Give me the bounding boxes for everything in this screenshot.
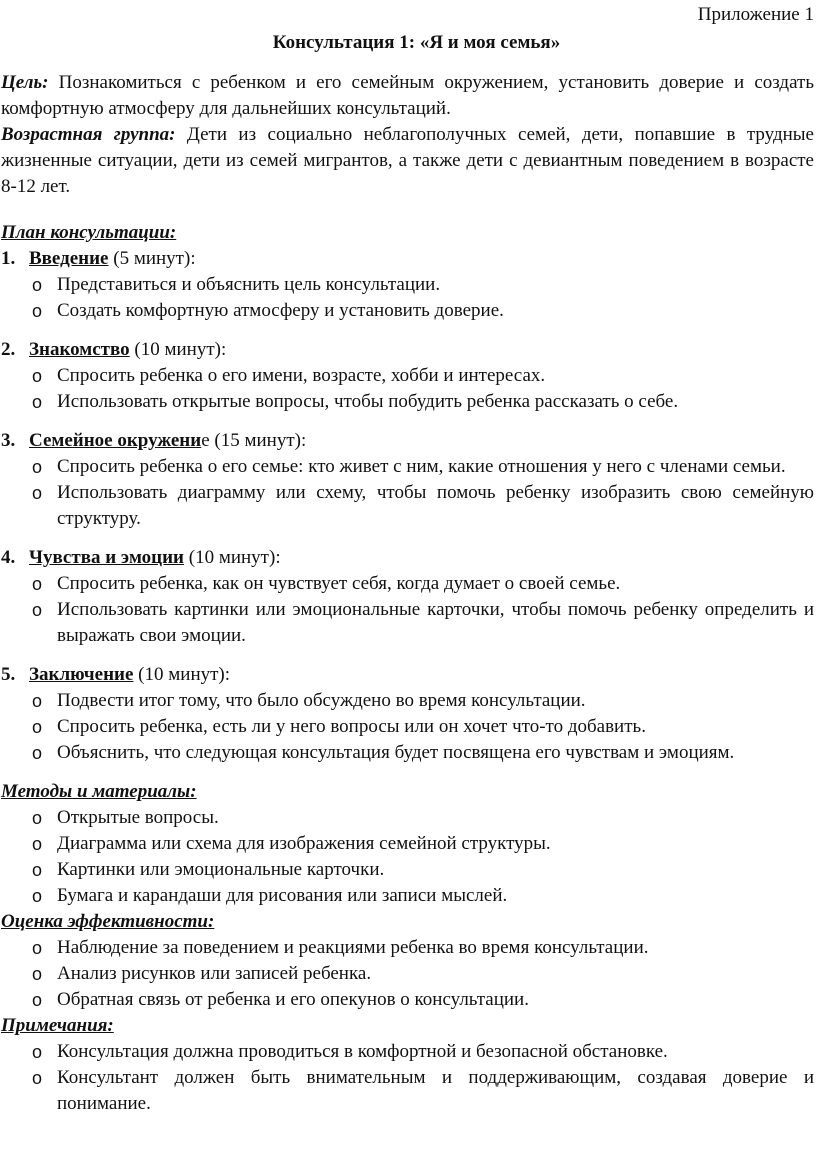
bullet-icon: o	[32, 886, 43, 906]
list-item-text: Создать комфортную атмосферу и установить доверие.	[57, 300, 504, 321]
list-item-text: Обратная связь от ребенка и его опекунов о консультации.	[57, 989, 529, 1010]
age-group-label: Возрастная группа:	[1, 124, 176, 145]
step-duration: (10 минут):	[184, 547, 281, 568]
step-title-tail: е	[201, 430, 210, 451]
methods-list	[1, 805, 814, 909]
plan-step	[1, 428, 814, 532]
list-item	[1, 1039, 814, 1065]
step-points	[1, 571, 814, 649]
list-item	[1, 272, 814, 298]
bullet-icon: o	[32, 366, 43, 386]
bullet-icon: o	[32, 834, 43, 854]
list-item-text: Наблюдение за поведением и реакциями ребенка во время консультации.	[57, 937, 649, 958]
step-number: 3.	[1, 430, 16, 451]
step-title: Заключение	[29, 664, 134, 685]
document-title: Консультация 1: «Я и моя семья»	[272, 32, 561, 53]
list-item	[1, 480, 814, 532]
list-item	[1, 883, 814, 909]
list-item	[1, 298, 814, 324]
list-item	[1, 805, 814, 831]
age-group-paragraph	[1, 122, 814, 200]
bullet-icon: o	[32, 301, 43, 321]
list-item	[1, 857, 814, 883]
goal-text: Познакомиться с ребенком и его семейным окружением, установить доверие и создать комфортную атмосферу для дальнейших консультаций.	[1, 72, 814, 119]
goal-paragraph	[1, 70, 814, 122]
step-title: Введение	[29, 248, 109, 269]
evaluation-list	[1, 935, 814, 1013]
bullet-icon: o	[32, 1068, 43, 1088]
list-item	[1, 688, 814, 714]
step-number: 1.	[1, 248, 16, 269]
step-duration: (15 минут):	[209, 430, 307, 451]
plan-step-heading	[1, 545, 814, 571]
appendix-label: Приложение 1	[697, 4, 814, 25]
age-group-text: Дети из социально неблагополучных семей, дети, попавшие в трудные жизненные ситуации, дети из семей мигрантов, а также дети с девиантным поведением в возрасте 8-12 лет.	[1, 124, 814, 197]
bullet-icon: o	[32, 743, 43, 763]
bullet-icon: o	[32, 990, 43, 1010]
step-number: 2.	[1, 339, 16, 360]
list-item	[1, 389, 814, 415]
step-duration: (5 минут):	[108, 248, 196, 269]
list-item-text: Консультация должна проводиться в комфортной и безопасной обстановке.	[57, 1041, 668, 1062]
plan-list	[1, 246, 814, 766]
list-item-text: Бумага и карандаши для рисования или записи мыслей.	[57, 885, 508, 906]
step-points	[1, 363, 814, 415]
list-item-text: Представиться и объяснить цель консультации.	[57, 274, 441, 295]
list-item	[1, 571, 814, 597]
list-item	[1, 363, 814, 389]
step-points	[1, 272, 814, 324]
step-title: Чувства и эмоции	[29, 547, 184, 568]
list-item-text: Спросить ребенка о его имени, возрасте, хобби и интересах.	[57, 365, 546, 386]
list-item	[1, 831, 814, 857]
bullet-icon: o	[32, 392, 43, 412]
list-item-text: Спросить ребенка о его семье: кто живет с ним, какие отношения у него с членами семьи.	[57, 456, 786, 477]
list-item-text: Диаграмма или схема для изображения семейной структуры.	[57, 833, 551, 854]
bullet-icon: o	[32, 964, 43, 984]
bullet-icon: o	[32, 860, 43, 880]
plan-step	[1, 246, 814, 324]
list-item-text: Использовать картинки или эмоциональные карточки, чтобы помочь ребенку определить и выражать свои эмоции.	[57, 599, 814, 646]
step-points	[1, 688, 814, 766]
list-item	[1, 987, 814, 1013]
bullet-icon: o	[32, 457, 43, 477]
list-item	[1, 714, 814, 740]
list-item-text: Картинки или эмоциональные карточки.	[57, 859, 385, 880]
bullet-icon: o	[32, 938, 43, 958]
notes-heading: Примечания:	[1, 1015, 114, 1036]
bullet-icon: o	[32, 275, 43, 295]
step-title: Знакомство	[29, 339, 130, 360]
bullet-icon: o	[32, 483, 43, 503]
bullet-icon: o	[32, 691, 43, 711]
bullet-icon: o	[32, 717, 43, 737]
list-item	[1, 740, 814, 766]
plan-step-heading	[1, 337, 814, 363]
plan-step-heading	[1, 662, 814, 688]
list-item	[1, 935, 814, 961]
plan-step-heading	[1, 246, 814, 272]
spacer	[1, 200, 814, 220]
plan-step	[1, 662, 814, 766]
list-item-text: Консультант должен быть внимательным и поддерживающим, создавая доверие и понимание.	[57, 1067, 814, 1114]
plan-heading: План консультации:	[1, 222, 177, 243]
methods-heading: Методы и материалы:	[1, 781, 197, 802]
list-item-text: Объяснить, что следующая консультация будет посвящена его чувствам и эмоциям.	[57, 742, 735, 763]
step-title: Семейное окружени	[29, 430, 202, 451]
list-item	[1, 454, 814, 480]
step-number: 5.	[1, 664, 16, 685]
list-item-text: Анализ рисунков или записей ребенка.	[57, 963, 372, 984]
plan-step-heading	[1, 428, 814, 454]
list-item-text: Использовать открытые вопросы, чтобы побудить ребенка рассказать о себе.	[57, 391, 679, 412]
list-item-text: Спросить ребенка, как он чувствует себя, когда думает о своей семье.	[57, 573, 621, 594]
step-points	[1, 454, 814, 532]
plan-step	[1, 337, 814, 415]
evaluation-heading: Оценка эффективности:	[1, 911, 215, 932]
list-item-text: Использовать диаграмму или схему, чтобы помочь ребенку изобразить свою семейную структуру.	[57, 482, 814, 529]
plan-step	[1, 545, 814, 649]
step-number: 4.	[1, 547, 16, 568]
step-duration: (10 минут):	[129, 339, 227, 360]
notes-list	[1, 1039, 814, 1117]
bullet-icon: o	[32, 600, 43, 620]
list-item	[1, 1065, 814, 1117]
list-item	[1, 597, 814, 649]
bullet-icon: o	[32, 1042, 43, 1062]
goal-label: Цель:	[1, 72, 49, 93]
list-item-text: Подвести итог тому, что было обсуждено во время консультации.	[57, 690, 586, 711]
bullet-icon: o	[32, 808, 43, 828]
list-item-text: Открытые вопросы.	[57, 807, 219, 828]
bullet-icon: o	[32, 574, 43, 594]
list-item-text: Спросить ребенка, есть ли у него вопросы или он хочет что-то добавить.	[57, 716, 646, 737]
step-duration: (10 минут):	[133, 664, 231, 685]
list-item	[1, 961, 814, 987]
